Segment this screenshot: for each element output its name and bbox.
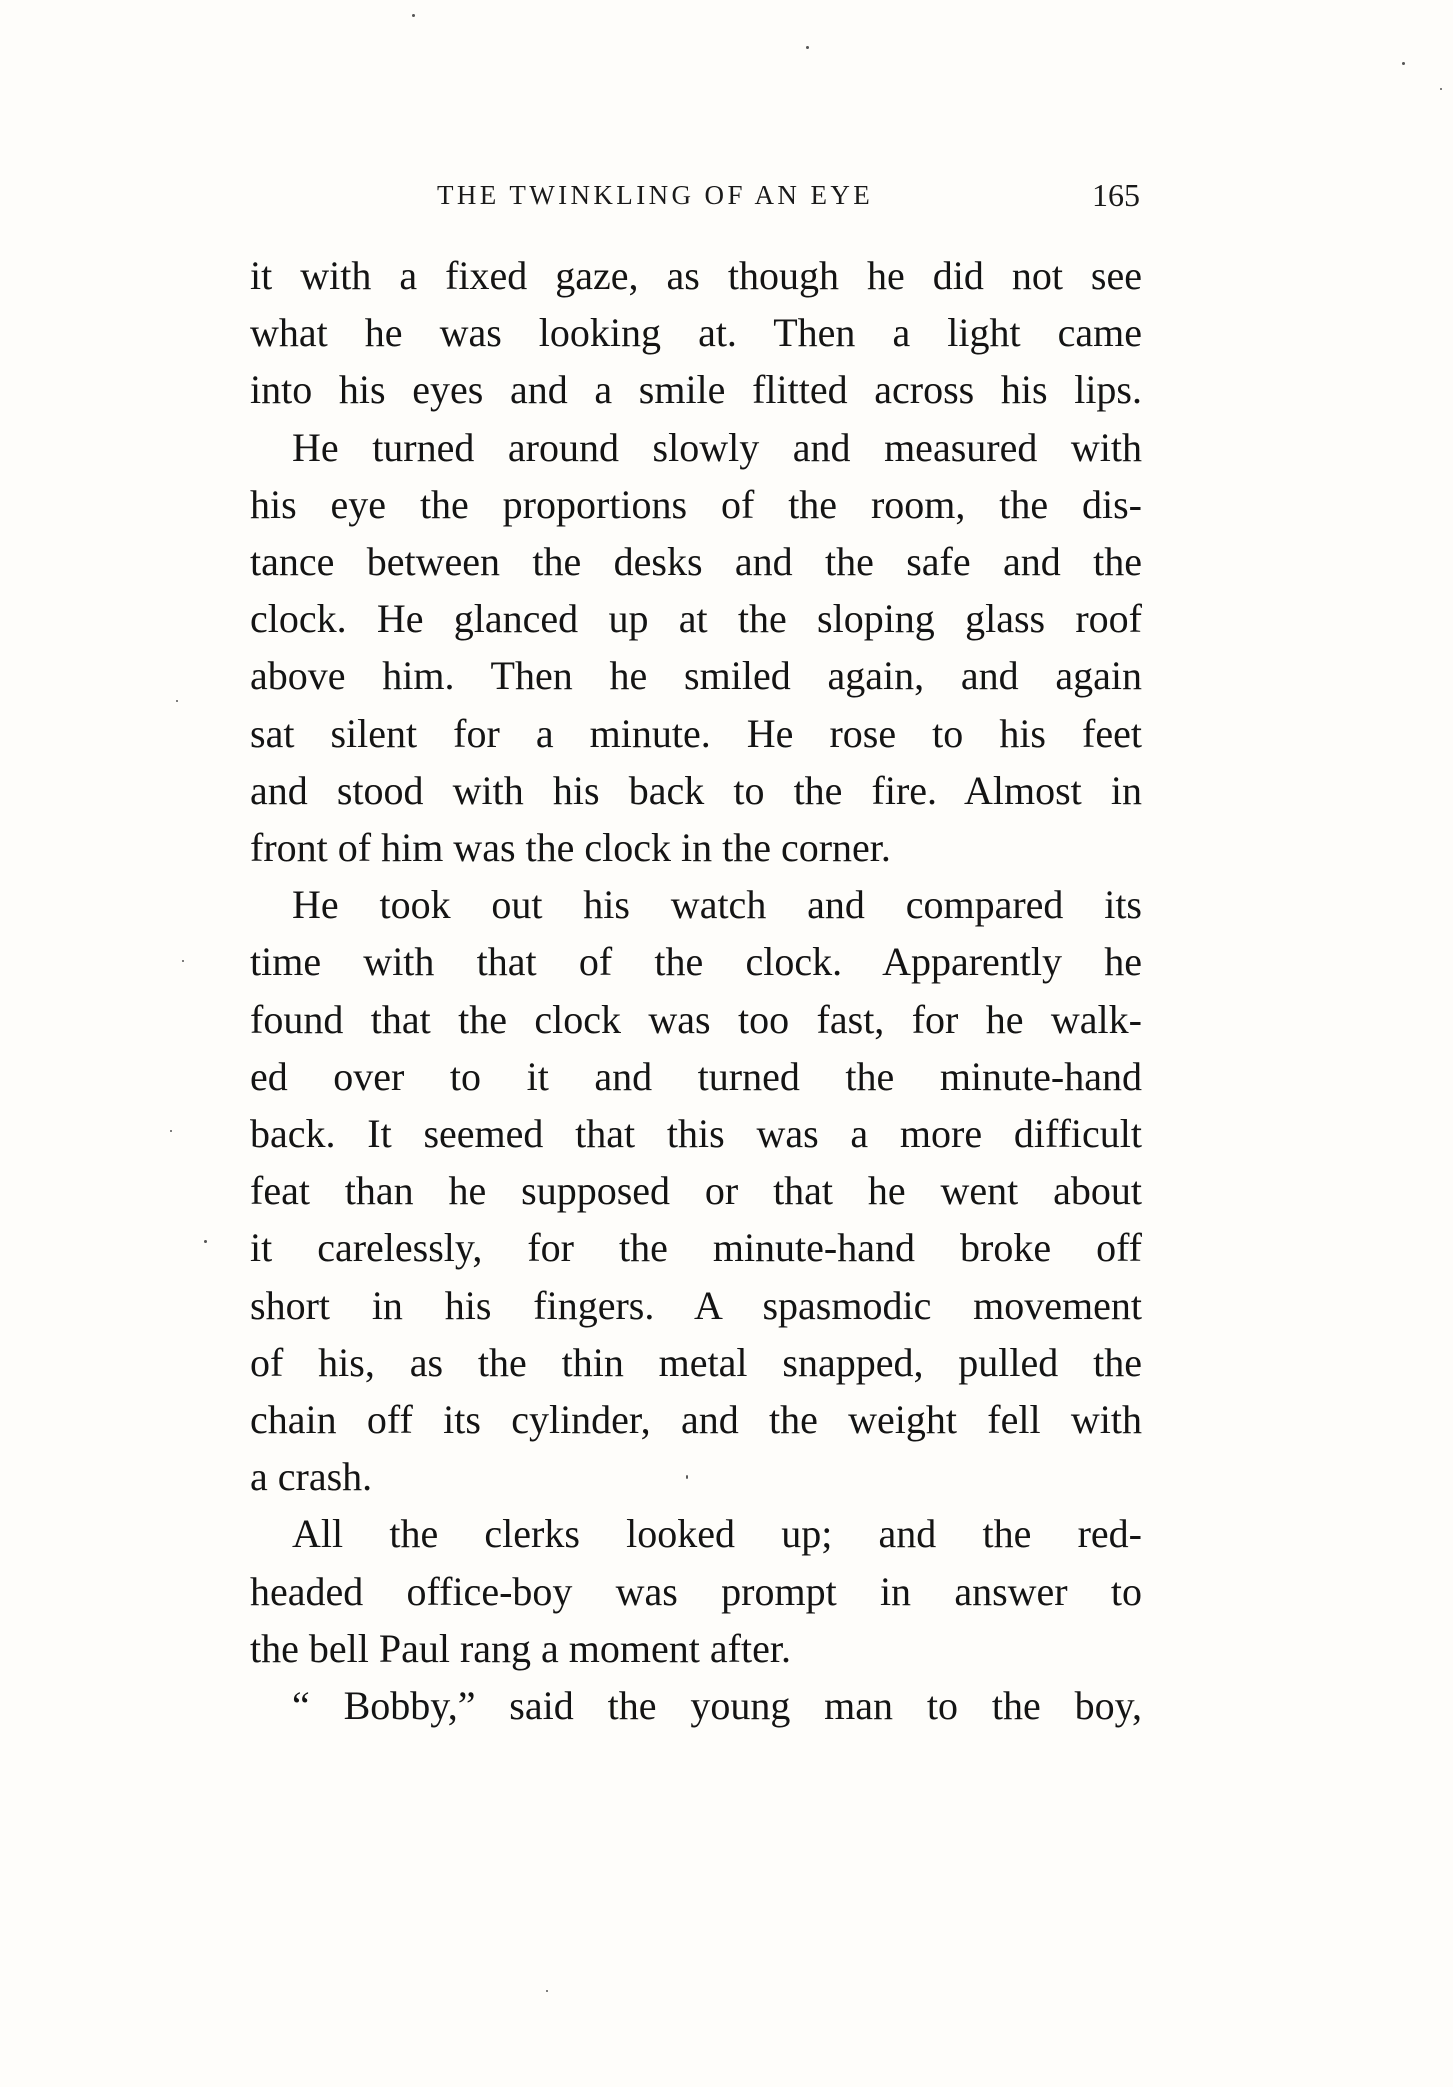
running-title: THE TWINKLING OF AN EYE xyxy=(437,180,874,210)
text-line: above him. Then he smiled again, and again xyxy=(250,653,1142,699)
text-line: “ Bobby,” said the young man to the boy, xyxy=(292,1683,1142,1729)
text-line: a crash. xyxy=(250,1454,373,1500)
scan-speck xyxy=(412,14,415,17)
scan-speck xyxy=(686,1475,688,1479)
scan-speck xyxy=(1402,62,1405,65)
text-line: the bell Paul rang a moment after. xyxy=(250,1625,791,1671)
text-line: front of him was the clock in the corner. xyxy=(250,825,891,871)
text-line: headed office-boy was prompt in answer to xyxy=(250,1568,1142,1614)
text-line: ed over to it and turned the minute-hand xyxy=(250,1053,1142,1099)
text-line: He took out his watch and compared its xyxy=(292,882,1142,928)
paragraph xyxy=(250,1505,1142,1677)
text-line: back. It seemed that this was a more difficult xyxy=(250,1111,1142,1157)
scan-speck xyxy=(546,1990,548,1992)
text-line: into his eyes and a smile flitted across his lips. xyxy=(250,367,1142,413)
text-line: tance between the desks and the safe and the xyxy=(250,539,1142,585)
text-line: of his, as the thin metal snapped, pulled the xyxy=(250,1339,1142,1385)
text-line: it carelessly, for the minute-hand broke off xyxy=(250,1225,1142,1271)
text-line: time with that of the clock. Apparently he xyxy=(250,939,1142,985)
body-text xyxy=(250,247,1142,1734)
paragraph xyxy=(250,876,1142,1505)
page-number: 165 xyxy=(1092,177,1140,213)
text-line: sat silent for a minute. He rose to his feet xyxy=(250,710,1142,756)
text-line: feat than he supposed or that he went about xyxy=(250,1168,1142,1214)
scan-speck xyxy=(176,700,178,702)
paragraph xyxy=(250,247,1142,419)
text-line: short in his fingers. A spasmodic movement xyxy=(250,1282,1142,1328)
text-line: He turned around slowly and measured with xyxy=(292,424,1142,470)
text-line: and stood with his back to the fire. Almost in xyxy=(250,767,1142,813)
text-line: clock. He glanced up at the sloping glass roof xyxy=(250,596,1142,642)
scan-speck xyxy=(204,1240,207,1243)
text-line: what he was looking at. Then a light came xyxy=(250,310,1142,356)
running-head xyxy=(250,175,1140,225)
text-line: found that the clock was too fast, for he walk- xyxy=(250,996,1142,1042)
text-line: chain off its cylinder, and the weight fell with xyxy=(250,1397,1142,1443)
paragraph xyxy=(250,419,1142,877)
scan-speck xyxy=(170,1130,172,1132)
text-line: All the clerks looked up; and the red- xyxy=(292,1511,1142,1557)
text-line: his eye the proportions of the room, the dis- xyxy=(250,481,1142,527)
scan-speck xyxy=(1440,88,1442,90)
text-line: it with a fixed gaze, as though he did not see xyxy=(250,253,1142,298)
paragraph xyxy=(250,1677,1142,1734)
scan-speck xyxy=(182,960,184,962)
scan-speck xyxy=(806,46,809,49)
